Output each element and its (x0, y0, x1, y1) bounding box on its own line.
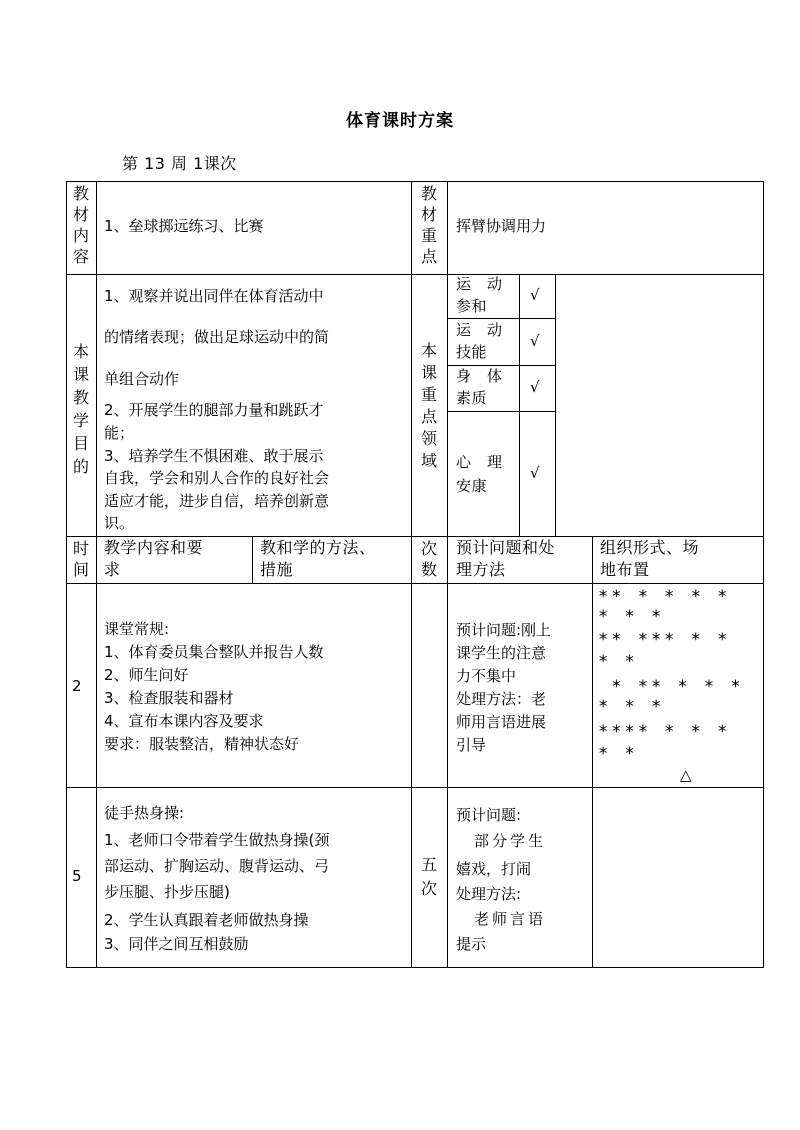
problem-line: 师用言语进展 (456, 713, 547, 731)
table-line (66, 274, 764, 275)
table-line (411, 181, 412, 967)
goal-line: 的情绪表现；做出足球运动中的简 (104, 328, 330, 346)
content-line: 3、检查服装和器材 (104, 689, 234, 707)
goal-line: 识。 (104, 514, 135, 532)
formation-row: * * * (598, 607, 665, 627)
problem-line: 力不集中 (456, 667, 517, 685)
goal-line: 2、开展学生的腿部力量和跳跃才 (104, 401, 324, 419)
week-lesson-line: 第 13 周 1课次 (122, 154, 237, 173)
problem-line: 提示 (456, 935, 487, 953)
formation-row: * ** * * * (598, 677, 744, 697)
domain-label: 运 动 技能 (456, 321, 503, 361)
label-lesson-goals: 本课教学目的 (72, 342, 89, 476)
table-line (96, 181, 97, 967)
label-focus-domains: 本课重点领域 (420, 341, 437, 470)
header-problems: 预计问题和处 理方法 (456, 538, 556, 579)
content-line: 4、宣布本课内容及要求 (104, 712, 264, 730)
content-line: 课堂常规: (104, 620, 170, 638)
table-line (555, 274, 556, 536)
problem-line: 引导 (456, 736, 487, 754)
goal-line: 能； (104, 424, 135, 442)
problem-line: 课学生的注意 (456, 644, 547, 662)
content-line: 1、老师口令带着学生做热身操(颈 (104, 831, 330, 849)
problem-line: 处理方法：老 (456, 690, 547, 708)
goal-line: 3、培养学生不惧困难、敢于展示 (104, 447, 324, 465)
table-line (252, 536, 253, 583)
table-line (66, 181, 67, 967)
table-line (66, 181, 764, 182)
table-line (447, 411, 555, 412)
table-line (66, 583, 764, 584)
table-line (66, 967, 764, 968)
check-mark: √ (530, 286, 540, 304)
formation-row: ** *** * * (598, 630, 731, 650)
content-line: 徒手热身操: (104, 804, 185, 822)
domain-label: 运 动 参和 (456, 275, 503, 315)
check-mark: √ (530, 378, 540, 396)
time-cell: 2 (72, 677, 82, 695)
header-count: 次数 (420, 539, 437, 579)
goal-line: 单组合动作 (104, 370, 180, 388)
problem-line: 预计问题: (456, 806, 522, 824)
teacher-triangle-icon: △ (680, 766, 692, 784)
label-teaching-content: 教材内容 (72, 184, 89, 266)
content-line: 步压腿、扑步压腿) (104, 883, 230, 901)
header-content: 教学内容和要 求 (104, 538, 204, 579)
time-cell: 5 (72, 867, 82, 885)
problem-line: 处理方法: (456, 885, 522, 903)
formation-row: * * * (598, 697, 665, 717)
content-line: 2、学生认真跟着老师做热身操 (104, 911, 309, 929)
table-line (447, 181, 448, 967)
formation-row: * * (598, 652, 638, 672)
content-line: 部运动、扩胸运动、腹背运动、弓 (104, 857, 330, 875)
domain-label: 身 体 素质 (456, 367, 503, 407)
table-line (519, 274, 520, 536)
key-points: 挥臂协调用力 (456, 217, 547, 235)
table-line (763, 181, 764, 967)
header-organization: 组织形式、场 地布置 (600, 538, 700, 579)
table-line (592, 536, 593, 967)
goal-line: 1、观察并说出同伴在体育活动中 (104, 287, 324, 305)
content-line: 要求：服装整洁，精神状态好 (104, 735, 300, 753)
content-line: 2、师生问好 (104, 666, 189, 684)
content-line: 3、同伴之间互相鼓励 (104, 935, 249, 953)
problem-line: 嬉戏，打闹 (456, 860, 532, 878)
teaching-content: 1、垒球掷远练习、比赛 (104, 217, 264, 235)
page-title: 体育课时方案 (346, 111, 454, 131)
check-mark: √ (530, 464, 540, 482)
check-mark: √ (530, 332, 540, 350)
problem-line: 预计问题:刚上 (456, 621, 552, 639)
header-time: 时间 (72, 539, 89, 579)
goal-line: 适应才能，进步自信，培养创新意 (104, 492, 330, 510)
problem-line: 部分学生 (456, 832, 547, 850)
goal-line: 自我，学会和别人合作的良好社会 (104, 469, 330, 487)
table-line (66, 787, 764, 788)
problem-line: 老师言语 (456, 910, 547, 928)
header-method: 教和学的方法、 措施 (260, 538, 376, 579)
formation-row: ** * * * * (598, 587, 731, 607)
count-cell: 五次 (420, 855, 437, 898)
content-line: 1、体育委员集合整队并报告人数 (104, 643, 324, 661)
label-key-points: 教材重点 (420, 184, 437, 266)
formation-row: **** * * * (598, 722, 731, 742)
domain-label: 心 理 安康 (456, 453, 503, 495)
formation-row: * * (598, 744, 638, 764)
